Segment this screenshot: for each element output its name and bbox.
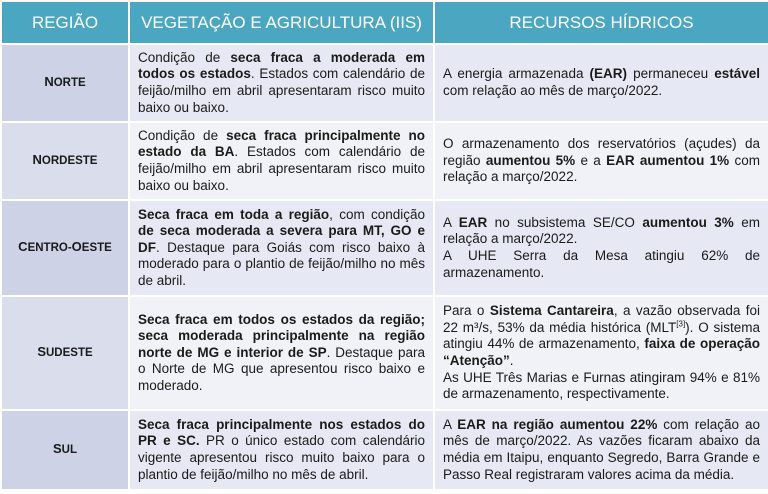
cell-text: ENTRO- <box>27 242 72 255</box>
cell-text: Condição de <box>138 49 231 65</box>
cell-text: de seca moderada a severa para MT, GO e DF <box>138 223 425 255</box>
vegetation-cell <box>129 410 434 490</box>
cell-text: com relação ao mês de março/2022. As vazões ficaram abaixo da média em Itaipu, enquanto Segredo, Barra Grande e Passo Real registraram valores acima da média. <box>443 416 760 482</box>
vegetation-cell <box>129 44 434 122</box>
cell-text: . <box>509 353 514 368</box>
table-row-nordeste <box>1 122 768 200</box>
cell-text: , com condição <box>329 206 425 222</box>
region-cell <box>1 122 129 200</box>
header-region: REGIÃO <box>1 1 129 44</box>
cell-text: PR o único estado com calendário vigente apresentou risco muito baixo para o plantio de feijão/milho no mês de abril. <box>138 433 425 482</box>
cell-text: . Destaque para Goiás com risco baixo à moderado para o plantio de feijão/milho no mês de abril. <box>138 239 425 288</box>
cell-text: . Estados com calendário de feijão/milho em abril apresentaram risco muito baixo ou baixo. <box>138 66 425 115</box>
cell-text: A <box>443 214 459 230</box>
cell-text: ). O sistema atingiu 44% de armazenamento, <box>443 319 760 352</box>
cell-text: permaneceu <box>627 66 715 82</box>
cell-text: O <box>71 239 82 255</box>
cell-text: EAR na região aumentou 22% <box>457 416 658 432</box>
cell-text: aumentou 5% <box>485 152 576 168</box>
cell-text: ESTE <box>81 242 112 255</box>
cell-text: A <box>443 416 458 432</box>
water-cell <box>434 44 768 122</box>
region-cell <box>1 44 129 122</box>
cell-text: aumentou 3% <box>642 214 734 230</box>
table-row-sudeste <box>1 296 768 410</box>
cell-text: , a vazão observada foi 22 m³/s, 53% da média histórica (MLT <box>443 303 761 335</box>
cell-text: ORTE <box>53 77 86 90</box>
cell-text: ORDESTE <box>41 155 98 168</box>
region-cell <box>1 200 129 296</box>
footnote-ref[interactable]: [3] <box>676 319 686 329</box>
cell-text: C <box>18 239 28 255</box>
vegetation-cell <box>129 200 434 296</box>
cell-text: seca fraca principalmente no estado da BA <box>138 127 425 160</box>
cell-text: (EAR) <box>589 66 628 82</box>
vegetation-cell <box>129 122 434 200</box>
cell-text: Para o <box>443 303 490 319</box>
cell-text: no subsistema SE/CO <box>487 214 643 230</box>
cell-text: UDESTE <box>46 347 93 360</box>
header-water-resources: RECURSOS HÍDRICOS <box>434 1 768 44</box>
water-cell <box>434 410 768 490</box>
region-cell <box>1 410 129 490</box>
cell-text: seca fraca a moderada em todos os estados <box>138 49 425 82</box>
cell-text: N <box>44 74 54 90</box>
cell-text: Sistema Cantareira <box>489 303 614 319</box>
cell-text: em relação a março/2022. <box>443 214 760 247</box>
table-row-sul <box>1 410 768 490</box>
cell-text: faixa de operação “Atenção” <box>443 336 760 368</box>
cell-text: . Destaque para o Norte de MG que apresentou risco baixo e moderado. <box>138 344 425 393</box>
cell-text: S <box>52 441 62 457</box>
cell-text: A energia armazenada <box>443 66 590 82</box>
table-row-centro-oeste <box>1 200 768 296</box>
cell-text: As UHE Três Marias e Furnas atingiram 94% e 81% de armazenamento, respectivamente. <box>443 369 760 402</box>
cell-text: EAR aumentou 1% <box>606 152 730 168</box>
cell-text: UL <box>61 444 77 457</box>
cell-text: Condição de <box>138 127 227 143</box>
cell-text: e a <box>575 152 607 168</box>
cell-text: O armazenamento dos reservatórios (açudes) da região <box>443 136 760 168</box>
cell-text: EAR <box>458 214 488 230</box>
cell-text: A UHE Serra da Mesa atingiu 62% de armazenamento. <box>443 248 760 280</box>
cell-text: . Estados com calendário de feijão/milho em abril apresentaram risco muito baixo ou baixo. <box>138 144 425 193</box>
cell-text: N <box>32 152 42 168</box>
region-cell <box>1 296 129 410</box>
header-row <box>1 1 768 44</box>
cell-text: Seca fraca em todos os estados da região; seca moderada principalmente na região norte de MG e interior de SP <box>138 311 425 360</box>
water-cell <box>434 122 768 200</box>
water-cell <box>434 296 768 410</box>
cell-text: com relação ao mês de março/2022. <box>443 83 663 98</box>
vegetation-cell <box>129 296 434 410</box>
water-cell <box>434 200 768 296</box>
table-row-norte <box>1 44 768 122</box>
header-vegetation: VEGETAÇÃO E AGRICULTURA (IIS) <box>129 1 434 44</box>
cell-text: Seca fraca em toda a região <box>138 206 330 222</box>
cell-text: S <box>37 344 46 360</box>
cell-text: Seca fraca principalmente nos estados do PR e SC. <box>138 416 425 449</box>
cell-text: com relação a março/2022. <box>443 152 760 185</box>
cell-text: estável <box>714 66 760 82</box>
